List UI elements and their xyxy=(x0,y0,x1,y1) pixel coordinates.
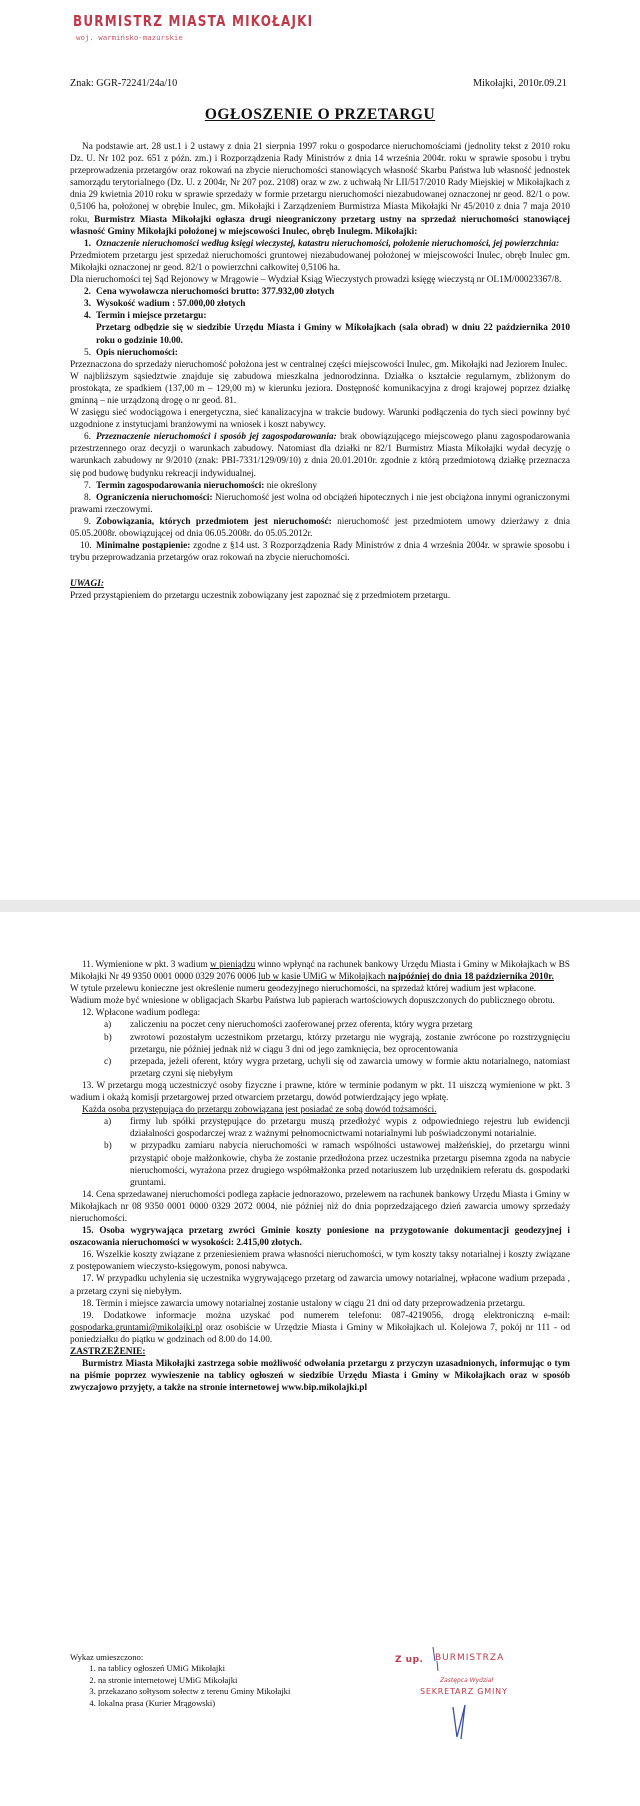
list-item-letter: c) xyxy=(104,1056,112,1067)
section-number: 1. xyxy=(84,238,91,249)
announcement-body xyxy=(70,141,570,602)
section-11-text-b: w pieniądzu xyxy=(210,960,256,970)
list-item xyxy=(104,1019,570,1031)
reservation-heading: ZASTRZEŻENIE: xyxy=(70,1347,146,1357)
section-title: Zobowiązania, których przedmiotem jest nieruchomość: xyxy=(96,516,332,527)
section-5-paragraph-3: W zasięgu sieć wodociągowa i energetyczna, sieć kanalizacyjna w trakcie budowy. Warunki podłączenia do tych sieci powinny być uzgodnione z instytucjami branżowymi na wniosek i koszt nabywcy. xyxy=(70,408,570,431)
remarks-heading: UWAGI: xyxy=(70,579,104,590)
distribution-list xyxy=(70,1652,290,1709)
section-13: 13. W przetargu mogą uczestniczyć osoby fizyczne i prawne, które w terminie podanym w pkt. 11 uiszczą wymienione w pkt. 3 wadium i okażą komisji przetargowej przed otwarciem przetargu, dowód potwierdzający jego wpłatę. xyxy=(70,1080,570,1104)
section-number: 8. xyxy=(84,492,91,503)
section-5-heading xyxy=(70,347,570,359)
section-number: 3. xyxy=(84,299,91,310)
section-19-text-a: 19. Dodatkowe informacje można uzyskać pod numerem telefonu: 087-4219056, drogą elektroniczną e-mail: xyxy=(82,1310,570,1321)
intro-bold-text: Burmistrz Miasta Mikołajki ogłasza drugi nieograniczony przetarg ustny na sprzedaż nieruchomości stanowiącej własność Gminy Mikołajki położonej w miejscowości Inulec, obręb Inulegm. Mikołajki: xyxy=(70,214,570,237)
section-13-id-requirement: Każda osoba przystępująca do przetargu zobowiązana jest posiadać ze sobą dowód tożsamości. xyxy=(82,1105,437,1116)
section-text: zgodne z §14 ust. 3 Rozporządzenia Rady Ministrów z dnia 4 września 2004r. w sprawie sposobu i trybu przeprowadzania przetargów oraz rokowań na zbycie nieruchomości. xyxy=(70,541,570,564)
list-item: 2. na stronie internetowej UMiG Mikołajki xyxy=(98,1675,290,1686)
section-14: 14. Cena sprzedawanej nieruchomości podlega zapłacie jednorazowo, przelewem na rachunek bankowy Urzędu Miasta i Gminy w Mikołajkach nr 08 9350 0001 0000 0329 2072 0004, nie później niż do dnia poprzedzającego dzień zawarcia umowy sprzedaży nieruchomości. xyxy=(70,1189,570,1224)
list-item-letter: b) xyxy=(104,1032,112,1043)
section-title: Termin zagospodarowania nieruchomości: xyxy=(96,480,265,491)
section-5-paragraph-2: W najbliższym sąsiedztwie znajduje się zabudowa mieszkalna jednorodzinna. Działka o kształcie regularnym, zbliżonym do prostokąta, ze spadkiem (137,00 m – 129,00 m) w kierunku jeziora. Dostępność komunikacyjna z drogi krajowej poprzez działkę gminną – nie urządzoną drogę o nr geod. 81. xyxy=(70,371,570,406)
section-number: 4. xyxy=(84,311,91,322)
list-item-text: przepada, jeżeli oferent, który wygra przetarg, uchyli się od zawarcia umowy w formie aktu notarialnego, natomiast przetarg czyni się niebyłym xyxy=(130,1056,570,1079)
list-item xyxy=(104,1056,570,1080)
section-11-text-a: 11. Wymienione w pkt. 3 wadium xyxy=(82,960,211,970)
section-text: Nieruchomość jest wolna od obciążeń hipotecznych i nie jest obciążona innymi ograniczonymi prawami rzeczowymi. xyxy=(70,492,570,515)
section-11-text-d: lub w kasie UMiG w Mikołajkach xyxy=(258,972,386,983)
section-4-heading xyxy=(70,310,570,322)
section-11-paragraph-3: Wadium może być wniesione w obligacjach Skarbu Państwa lub papierach wartościowych dopuszczonych do publicznego obrotu. xyxy=(70,996,555,1007)
section-11-paragraph-2: W tytule przelewu konieczne jest określenie numeru geodezyjnego nieruchomości, na sprzedaż której wadium jest wpłacone. xyxy=(70,984,537,995)
section-11 xyxy=(70,959,570,983)
list-item-letter: a) xyxy=(104,1117,112,1128)
section-number: 9. xyxy=(84,516,91,527)
stamp-prefix: Z up. xyxy=(395,1655,424,1665)
signature-stamp xyxy=(395,1647,565,1742)
list-item-text: firmy lub spółki przystępujące do przetargu muszą przedłożyć wypis z odpowiedniego rejestru lub ewidencji działalności gospodarczej wraz z ważnymi pełnomocnictwami notarialnymi lub poświadczonymi notarialnie. xyxy=(130,1117,570,1140)
page-1 xyxy=(0,0,640,900)
section-number: 6. xyxy=(84,432,91,443)
list-item-text: zwrotowi pozostałym uczestnikom przetargu, którzy przetargu nie wygrają, zostanie zwrócone po rozstrzygnięciu przetargu, nie później jednak niż w ciągu 3 dni od jego zamknięcia, bez oprocentowania xyxy=(130,1032,570,1055)
section-title: Termin i miejsce przetargu: xyxy=(96,311,207,322)
page-2 xyxy=(0,912,640,1806)
section-text: nieruchomość jest przedmiotem umowy dzierżawy z dnia 05.05.2008r. obowiązującej od dnia 06.05.2008r. do 05.05.2012r. xyxy=(70,516,570,539)
list-item: 1. na tablicy ogłoszeń UMiG Mikołajki xyxy=(98,1663,290,1674)
section-text: nie określony xyxy=(264,480,318,491)
section-11-deadline: najpóźniej do dnia 18 października 2010r. xyxy=(385,972,554,983)
list-item xyxy=(104,1140,570,1188)
section-10 xyxy=(70,540,570,564)
section-3 xyxy=(70,298,570,310)
section-1-text-2: Dla nieruchomości tej Sąd Rejonowy w Mrągowie – Wydział Ksiąg Wieczystych prowadzi księgę wieczystą nr OL1M/00023367/8. xyxy=(70,275,562,286)
section-19 xyxy=(70,1310,570,1346)
section-4-text: Przetarg odbędzie się w siedzibie Urzędu Miasta i Gminy w Mikołajkach (sala obrad) w dniu 22 października 2010 roku o godzinie 10.00. xyxy=(96,323,570,346)
section-1-text: Przedmiotem przetargu jest sprzedaż nieruchomości gruntowej niezabudowanej położonej w miejscowości Inulec, obręb Inulec gm. Mikołajki oznaczonej nr geod. 82/1 o powierzchni całkowitej 0,5106 ha. xyxy=(70,250,570,273)
section-19-text-c: oraz osobiście w Urzędzie Miasta i Gminy w Mikołajkach ul. Kolejowa 7, pokój nr 111 - od poniedziałku do piątku w godzinach od 8.00 do 14.00. xyxy=(70,1322,570,1345)
section-text: Cena wywoławcza nieruchomości brutto: 377.932,00 złotych xyxy=(96,287,335,298)
section-title: Ograniczenia nieruchomości: xyxy=(96,492,213,503)
stamp-line-1: BURMISTRZ MIASTA MIKOŁAJKI xyxy=(73,12,314,30)
section-18: 18. Termin i miejsce zawarcia umowy notarialnej zostanie ustalony w ciągu 21 dni od daty przeprowadzenia przetargu. xyxy=(82,1298,526,1309)
handwritten-signature xyxy=(395,1647,565,1742)
intro-text: Na podstawie art. 28 ust.1 i 2 ustawy z dnia 21 sierpnia 1997 roku o gospodarce nieruchomościami (jednolity tekst z 2010 roku Dz. U. Nr 102 poz. 651 z późn. zm.) i Rozporządzenia Rady Ministrów z dnia 14 września 2004r. roku w sprawie sposobu i trybu przeprowadzenia przetargów oraz rokowań na zbycie nieruchomości stanowiących własność Skarbu Państwa lub własność jednostek samorządu terytorialnego (Dz. U. z 2004r, Nr 207 poz. 2108) oraz w zw. z uchwałą Nr LII/517/2010 Rady Miejskiej w Mikołajkach z dnia 29 kwietnia 2010 roku w sprawie sprzedaży w formie przetargu nieruchomości niezabudowanej oznaczonej nr geod. 82/1 o pow. 0,5106 ha, położonej w obrębie Inulec, gm. Mikołajki i Zarządzeniem Burmistrza Miasta Mikołajki Nr 45/2010 z dnia 7 maja 2010 roku, xyxy=(70,142,570,225)
list-item: 4. lokalna prasa (Kurier Mrągowski) xyxy=(98,1698,290,1709)
list-item-letter: b) xyxy=(104,1141,112,1152)
list-item xyxy=(104,1116,570,1140)
list-item-letter: a) xyxy=(104,1020,112,1031)
stamp-title: BURMISTRZA xyxy=(435,1653,505,1663)
section-17: 17. W przypadku uchylenia się uczestnika wygrywającego przetarg od zawarcia umowy notarialnej, wpłacone wadium przepada , a przetarg czyni się niebyłym. xyxy=(70,1274,570,1297)
section-6 xyxy=(70,431,570,479)
section-2 xyxy=(70,286,570,298)
section-number: 7. xyxy=(84,480,91,491)
section-title: Oznaczenie nieruchomości według księgi wieczystej, katastru nieruchomości, położenie nieruchomości, jej powierzchnia: xyxy=(96,238,560,249)
office-stamp xyxy=(73,12,313,42)
section-8 xyxy=(70,492,570,516)
section-5-paragraph-1: Przeznaczona do sprzedaży nieruchomość położona jest w centralnej części miejscowości Inulec, gm. Mikołajki nad Jeziorem Inulec. xyxy=(70,359,568,370)
section-text: brak obowiązującego miejscowego planu zagospodarowania przestrzennego oraz decyzji o warunkach zabudowy. Natomiast dla działki nr 82/1 Burmistrz Miasta Mikołajki wydał decyzję o warunkach zabudowy nr 9/2010 (znak: PBI-7331/129/09/10) z dnia 20.01.2010r. zgodnie z którą przedmiotową działkę przeznacza się pod budowę budynku rekreacji indywidualnej. xyxy=(70,432,571,479)
section-1-heading xyxy=(70,238,570,250)
stamp-line-2: woj. warmińsko-mazurskie xyxy=(76,33,183,42)
stamp-role: SEKRETARZ GMINY xyxy=(420,1687,508,1696)
section-12-heading: 12. Wpłacone wadium podlega: xyxy=(82,1008,201,1019)
section-number: 2. xyxy=(84,287,91,298)
reference-number: Znak: GGR-72241/24a/10 xyxy=(70,78,178,89)
section-15: 15. Osoba wygrywająca przetarg zwróci Gminie koszty poniesione na przygotowanie dokumentacji geodezyjnej i oszacowania nieruchomości w wysokości: 2.415,00 złotych. xyxy=(70,1226,570,1249)
list-item xyxy=(104,1032,570,1056)
stamp-subtitle: Zastępca Wydział xyxy=(440,1677,494,1684)
section-16: 16. Wszelkie koszty związane z przeniesieniem prawa własności nieruchomości, w tym koszty taksy notarialnej i koszty związane z postępowaniem wieczysto-księgowym, ponosi nabywca. xyxy=(70,1250,570,1273)
distribution-list-heading: Wykaz umieszczono: xyxy=(70,1652,144,1662)
section-11-text-c: winno wpłynąć na rachunek bankowy Urzędu Miasta i Gminy w Mikołajkach w BS Mikołajki Nr 49 9350 0001 0000 0329 2076 0006 xyxy=(70,960,570,983)
document-title: OGŁOSZENIE O PRZETARGU xyxy=(204,106,436,123)
intro-paragraph xyxy=(70,141,570,238)
document-date: Mikołajki, 2010r.09.21 xyxy=(473,78,567,89)
announcement-body-continued xyxy=(70,959,570,1394)
section-title: Przeznaczenie nieruchomości i sposób jej zagospodarowania: xyxy=(96,432,337,443)
section-title: Minimalne postąpienie: xyxy=(96,541,191,552)
list-item-text: zaliczeniu na poczet ceny nieruchomości zaoferowanej przez oferenta, który wygra przetarg xyxy=(130,1020,473,1031)
list-item-text: w przypadku zamiaru nabycia nieruchomości w ramach wspólności ustawowej małżeńskiej, do przetargu winni przystąpić oboje małżonkowie, chyba że zostanie przedłożona przez uczestnika przetargu pisemna zgoda na nabycie nieruchomości, wyrażona przez drugiego współmałżonka przed notariuszem lub urzędnikiem referatu ds. gospodarki gruntami. xyxy=(130,1141,570,1188)
section-7 xyxy=(70,480,570,492)
section-text: Wysokość wadium : 57.000,00 złotych xyxy=(96,299,246,310)
section-number: 5. xyxy=(84,347,91,358)
remarks-text: Przed przystąpieniem do przetargu uczestnik zobowiązany jest zapoznać się z przedmiotem przetargu. xyxy=(70,591,451,602)
contact-email-link[interactable]: gospodarka.gruntami@mikolajki.pl xyxy=(70,1322,203,1333)
section-title: Opis nieruchomości: xyxy=(96,347,178,358)
reservation-text: Burmistrz Miasta Mikołajki zastrzega sobie możliwość odwołania przetargu z przyczyn uzasadnionych, informując o tym na piśmie poprzez wywieszenie na tablicy ogłoszeń w siedzibie Urzędu Miasta i Gminy w Mikołajkach oraz w sposób zwyczajowo przyjęty, a także na stronie internetowej www.bip.mikolajki.pl xyxy=(70,1359,570,1394)
section-9 xyxy=(70,516,570,540)
list-item: 3. przekazano sołtysom sołectw z terenu Gminy Mikołajki xyxy=(98,1686,290,1697)
section-number: 10. xyxy=(80,541,92,552)
